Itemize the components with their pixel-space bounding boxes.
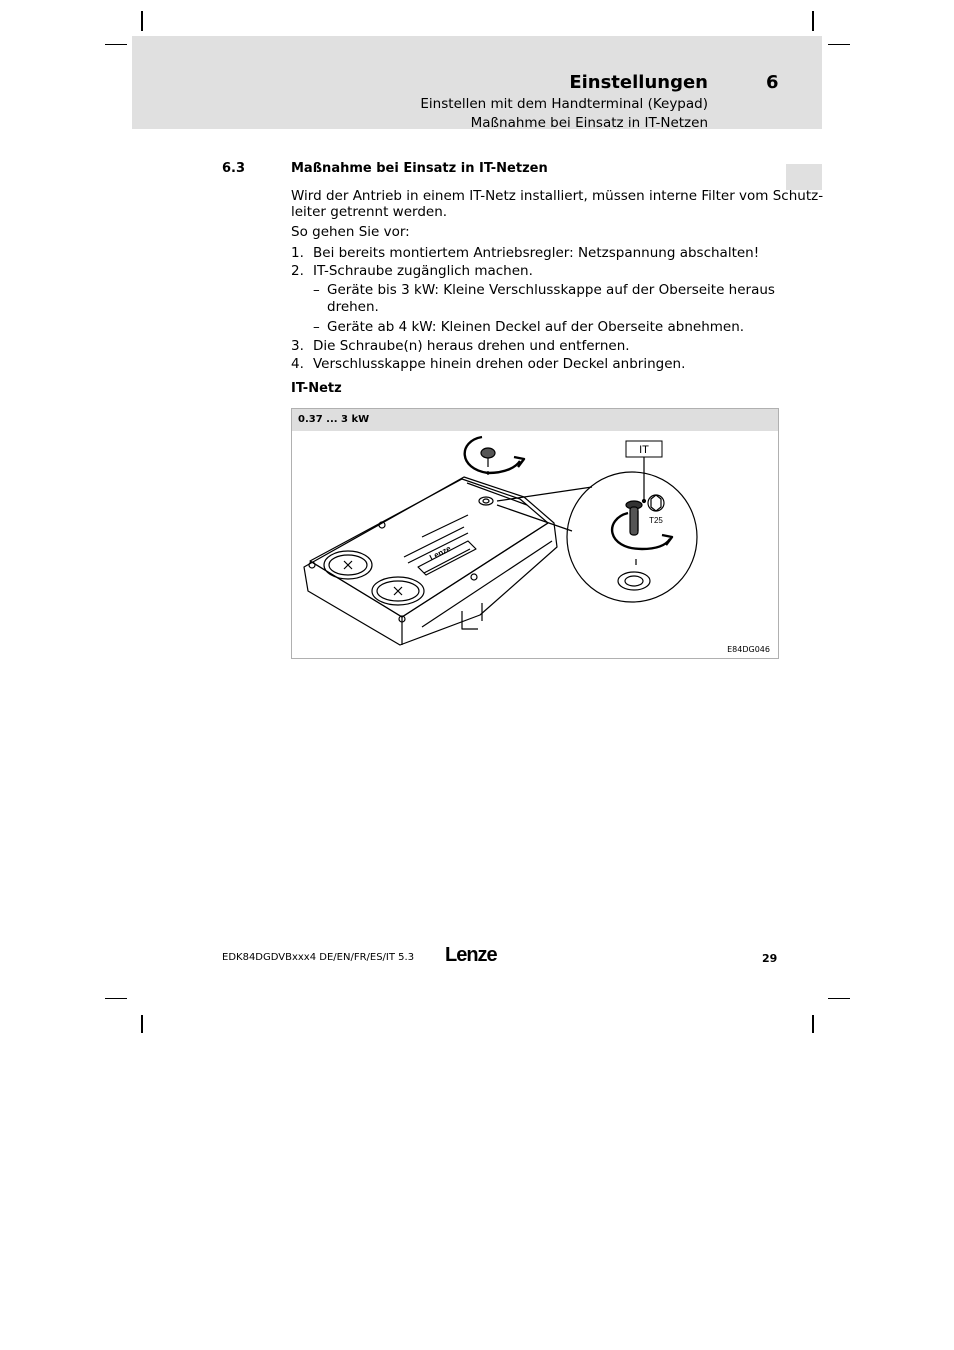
- crop-mark: [141, 1015, 143, 1033]
- sub-step-dash: –: [313, 282, 320, 298]
- step-text: Die Schraube(n) heraus drehen und entfernen.: [313, 338, 630, 354]
- step-text: Verschlusskappe hinein drehen oder Deckel anbringen.: [313, 356, 686, 372]
- intro-text: leiter getrennt werden.: [291, 204, 448, 220]
- step-number: 1.: [291, 245, 304, 261]
- crop-mark: [828, 998, 850, 999]
- subheading: IT-Netz: [291, 381, 342, 396]
- sub-step-text: Geräte ab 4 kW: Kleinen Deckel auf der Oberseite abnehmen.: [327, 319, 745, 335]
- chapter-side-tab: [786, 164, 822, 190]
- intro-text: Wird der Antrieb in einem IT-Netz installiert, müssen interne Filter vom Schutz-: [291, 188, 824, 204]
- lenze-logo-text: Lenze: [445, 944, 497, 966]
- sub-step-text: Geräte bis 3 kW: Kleine Verschlusskappe auf der Oberseite heraus: [327, 282, 775, 298]
- sub-step-dash: –: [313, 319, 320, 335]
- lead-text: So gehen Sie vor:: [291, 224, 410, 240]
- figure-code: E84DG046: [727, 645, 770, 654]
- sub-step-text: drehen.: [327, 299, 379, 315]
- chapter-number: 6: [766, 72, 779, 93]
- device-illustration: [292, 431, 778, 657]
- crop-mark: [105, 44, 127, 45]
- step-number: 2.: [291, 263, 304, 279]
- step-text: Bei bereits montiertem Antriebsregler: Netzspannung abschalten!: [313, 245, 760, 261]
- step-text: IT-Schraube zugänglich machen.: [313, 263, 533, 279]
- it-callout-label: IT: [639, 444, 649, 456]
- step-number: 3.: [291, 338, 304, 354]
- footer-doc-id: EDK84DGDVBxxx4 DE/EN/FR/ES/IT 5.3: [222, 952, 415, 963]
- crop-mark: [828, 44, 850, 45]
- tool-label: T25: [649, 516, 663, 525]
- crop-mark: [105, 998, 127, 999]
- page-number: 29: [762, 952, 778, 965]
- footer-logo: [445, 942, 509, 970]
- section-title: Maßnahme bei Einsatz in IT-Netzen: [291, 161, 548, 176]
- device-logo: Lenze: [428, 543, 453, 563]
- header-subtitle: Maßnahme bei Einsatz in IT-Netzen: [470, 115, 708, 131]
- crop-mark: [141, 11, 143, 31]
- crop-mark: [812, 11, 814, 31]
- crop-mark: [812, 1015, 814, 1033]
- figure-header: [292, 409, 778, 431]
- step-number: 4.: [291, 356, 304, 372]
- header-subtitle: Einstellen mit dem Handterminal (Keypad): [420, 96, 708, 112]
- section-number: 6.3: [222, 161, 246, 176]
- figure-box: [291, 408, 779, 659]
- figure-header-label: 0.37 ... 3 kW: [298, 414, 370, 425]
- chapter-title: Einstellungen: [569, 72, 708, 93]
